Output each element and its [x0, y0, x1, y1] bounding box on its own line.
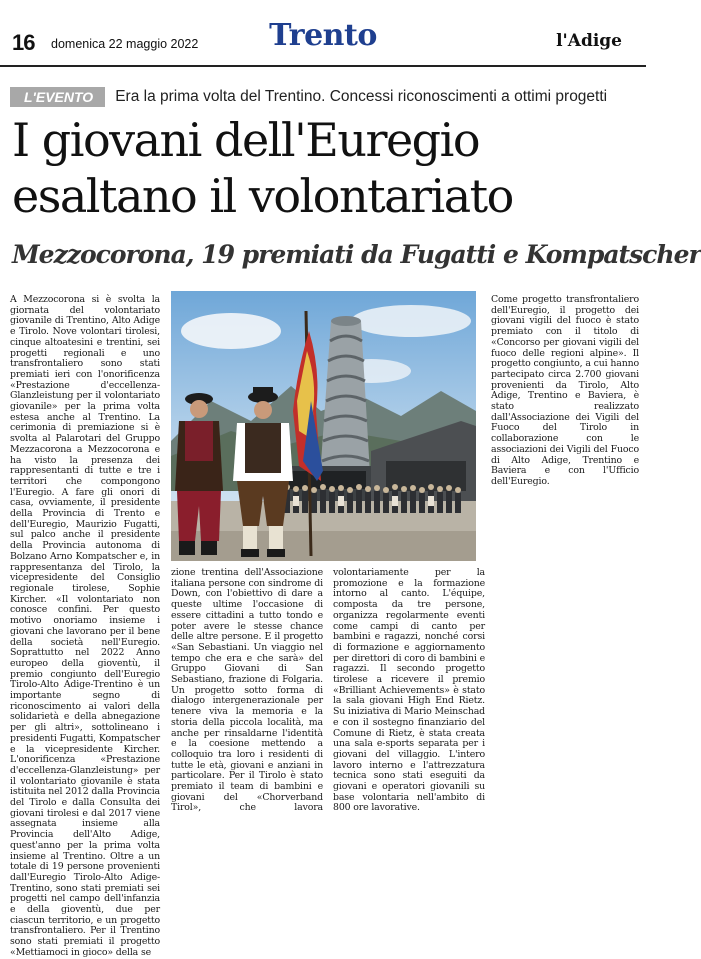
article-column-2: [171, 568, 485, 886]
photo-illustration: [171, 291, 476, 561]
issue-date: domenica 22 maggio 2022: [51, 37, 199, 51]
article-photo: [171, 291, 476, 561]
section-title: Trento: [269, 18, 377, 53]
kicker-text: Era la prima volta del Trentino. Concessi riconoscimenti a ottimi progetti: [115, 88, 608, 105]
newspaper-logo: l'Adige: [556, 31, 622, 51]
headline: I giovani dell'Euregio esaltano il volontariato: [12, 113, 513, 223]
header-divider: [0, 65, 646, 67]
article-column-1: [10, 294, 160, 958]
page-number: 16: [12, 30, 35, 55]
kicker: [10, 86, 607, 108]
article-column-3: [491, 295, 639, 885]
article-text-col1: A Mezzocorona si è svolta la giornata del volontariato giovanile di Trentino, Alto Adige e Tirolo. Nove volontari tirolesi, cinque altoatesini e trentini, sei progetti regionali e uno transfrontaliero sono stati premiati ieri con l'onorificenza «Prestazione d'eccellenza-Glanzleistung per il volontariato giovanile» per la prima volta estesa anche al Trentino. La cerimonia di premiazione si è svolta al Palarotari del Gruppo Mezzacorona a Mezzocorona e ha visto la presenza dei rappresentanti di tutte e tre i territori che compongono l'Euregio. A fare gli onori di casa, ovviamente, il presidente della Provincia di Trento e dell'Euregio, Maurizio Fugatti, sul palco anche il presidente della Provincia autonoma di Bolzano Arno Kompatscher e, in rappresentanza del Tirolo, la vicepresidente del Consiglio regionale tirolese, Sophie Kircher. «Il volontariato non conosce confini. Per questo motivo onoriamo insieme i giovani che lavorano per il bene della società nell'Euregio. Soprattutto nel 2022 Anno europeo della gioventù, il premio congiunto dell'Euregio Tirolo-Alto Adige-Trentino è un importante segno di riconoscimento ai valori della solidarietà e della abnegazione per gli altri», sottolineano i presidenti Fugatti, Kompatscher e la vicepresidente Kircher. L'onorificenza «Prestazione d'eccellenza-Glanzleistung» per il volontariato giovanile è stata istituita nel 2012 dalla Provincia del Tirolo e dalla Consulta dei giovani tirolesi e dal 2017 viene assegnata insieme alla Provincia dell'Alto Adige, quest'anno per la prima volta insieme al Trentino. Oltre a un totale di 19 persone provenienti dall'Euregio Tirolo-Alto Adige-Trentino, sono stati premiati sei progetti nel campo dell'infanzia e della gioventù, due per ciascun territorio, e un progetto transfrontaliero. Per il Trentino sono stati premiati il progetto «Mettiamoci in gioco» della se: [10, 294, 160, 958]
page-header: [0, 0, 646, 62]
article-text-col3: Come progetto transfrontaliero dell'Euregio, il progetto dei giovani vigili del fuoco è stato premiato con il titolo di «Concorso per giovani vigili del fuoco delle regioni alpine». Il progetto congiunto, a cui hanno partecipato circa 2.700 giovani provenienti da Tirolo, Alto Adige, Trentino e Baviera, è stato realizzato dall'Associazione dei Vigili del Fuoco del Tirolo in collaborazione con le associazioni dei Vigili del Fuoco di Alto Adige, Trentino e Baviera e con l'Ufficio dell'Euregio.: [491, 294, 639, 487]
article-text-col2: zione trentina dell'Associazione italiana persone con sindrome di Down, con l'obiettivo di dare a queste ultime l'occasione di essere cittadini a tutto tondo e poter avere le stesse chance delle altre persone. E il progetto «San Sebastiani. Un viaggio nel tempo che era e che sarà» del Gruppo Giovani di San Sebastiano, frazione di Folgaria. Un progetto sotto forma di dialogo intergenerazionale per tenere viva la memoria e la storia della piccola località, ma anche per rinsaldarne l'identità e la coesione mettendo a colloquio tra loro i residenti di tutte le età, giovani e anziani in particolare. Per il Tirolo è stato premiato il team di bambini e giovani del «Chorverband Tirol», che lavora volontariamente per la promozione e la formazione intorno al canto. L'équipe, composta da tre persone, organizza regolarmente eventi come campi di canto per bambini e ragazzi, nonché corsi di formazione e aggiornamento per direttori di coro di bambini e ragazzi. Il secondo progetto tirolese a ricevere il premio «Brilliant Achievements» è stato la sala giovani High End Rietz. Su iniziativa di Mario Meinschad e con il sostegno finanziario del Comune di Rietz, è stata creata una sala e-sports separata per i giovani del villaggio. L'intero lavoro interno e l'attrezzatura tecnica sono stati eseguiti da giovani e operatori giovanili su base volontaria nell'ambito di 800 ore lavorative.: [171, 567, 485, 814]
subheadline: Mezzocorona, 19 premiati da Fugatti e Kompatscher: [12, 240, 701, 269]
kicker-tag: L'EVENTO: [10, 87, 105, 107]
